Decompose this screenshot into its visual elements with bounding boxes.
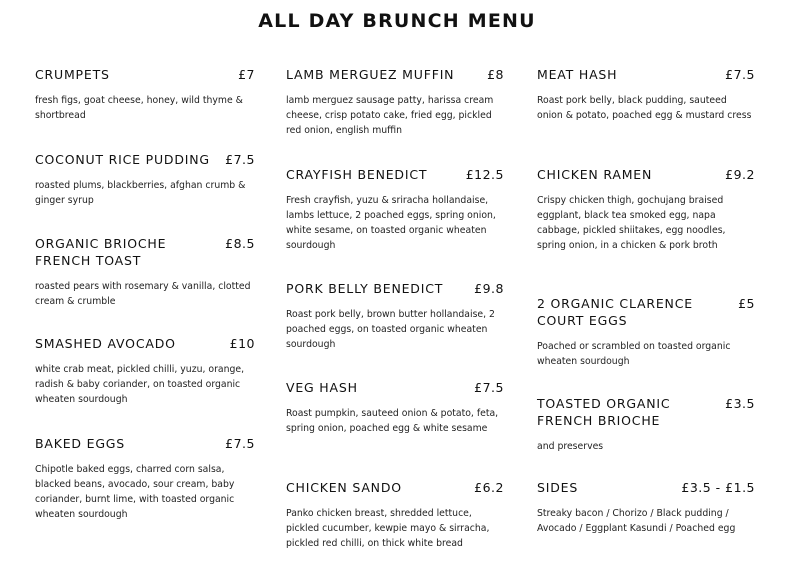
menu-item-lamb-merguez-muffin	[286, 66, 504, 138]
item-price: £6.2	[474, 480, 504, 495]
menu-title: ALL DAY BRUNCH MENU	[258, 10, 536, 32]
item-price: £8.5	[225, 236, 255, 251]
menu-item-organic-clarence-court-eggs	[537, 295, 755, 369]
item-description: fresh figs, goat cheese, honey, wild thyme & shortbread	[35, 95, 243, 121]
item-name: COCONUT RICE PUDDING	[35, 152, 210, 167]
item-description: Streaky bacon / Chorizo / Black pudding / Avocado / Eggplant Kasundi / Poached egg	[537, 508, 736, 534]
item-name: BAKED EGGS	[35, 436, 126, 451]
item-description: roasted plums, blackberries, afghan crumb & ginger syrup	[35, 180, 246, 206]
item-price: £8	[487, 67, 504, 82]
item-name: 2 ORGANIC CLARENCE COURT EGGS	[537, 296, 693, 328]
menu-item-crumpets	[35, 66, 255, 123]
item-price: £5	[738, 296, 755, 311]
item-description: and preserves	[537, 441, 604, 452]
menu-item-organic-brioche-french-toast	[35, 235, 255, 309]
item-price: £12.5	[465, 167, 504, 182]
item-name: SIDES	[537, 480, 579, 495]
item-price: £7.5	[474, 380, 504, 395]
item-description: Roast pork belly, brown butter hollandaise, 2 poached eggs, on toasted organic wheaten sourdough	[286, 309, 495, 350]
item-name: PORK BELLY BENEDICT	[286, 281, 444, 296]
menu-item-chicken-sando	[286, 479, 504, 551]
item-price: £7.5	[725, 67, 755, 82]
item-name: CRAYFISH BENEDICT	[286, 167, 428, 182]
menu-item-coconut-rice-pudding	[35, 151, 255, 208]
item-price: £7	[238, 67, 255, 82]
item-description: Panko chicken breast, shredded lettuce, pickled cucumber, kewpie mayo & sirracha, pickled red chilli, on thick white bread	[286, 508, 490, 549]
item-name: CRUMPETS	[35, 67, 110, 82]
item-description: Poached or scrambled on toasted organic wheaten sourdough	[537, 341, 731, 367]
item-description: white crab meat, pickled chilli, yuzu, orange, radish & baby coriander, on toasted organic wheaten sourdough	[35, 364, 245, 405]
menu-item-meat-hash	[537, 66, 755, 123]
item-description: Fresh crayfish, yuzu & sriracha hollandaise, lambs lettuce, 2 poached eggs, spring onion, white sesame, on toasted organic wheaten sourdough	[286, 195, 496, 251]
item-price: £7.5	[225, 152, 255, 167]
item-description: Chipotle baked eggs, charred corn salsa, blacked beans, avocado, sour cream, baby coriander, burnt lime, with toasted organic wheaten sourdough	[35, 464, 235, 520]
item-price: £7.5	[225, 436, 255, 451]
item-name: MEAT HASH	[537, 67, 618, 82]
menu-item-toasted-organic-french-brioche	[537, 395, 755, 454]
item-name: CHICKEN SANDO	[286, 480, 402, 495]
menu-item-baked-eggs	[35, 435, 255, 522]
item-name: CHICKEN RAMEN	[537, 167, 653, 182]
item-name: TOASTED ORGANIC FRENCH BRIOCHE	[537, 396, 671, 428]
menu-item-veg-hash	[286, 379, 504, 436]
menu-item-pork-belly-benedict	[286, 280, 504, 352]
item-name: ORGANIC BRIOCHE FRENCH TOAST	[35, 236, 167, 268]
item-price: £10	[229, 336, 255, 351]
menu-item-sides	[537, 479, 755, 536]
item-description: lamb merguez sausage patty, harissa cream cheese, crisp potato cake, fried egg, pickled red onion, english muffin	[286, 95, 494, 136]
item-name: VEG HASH	[286, 380, 358, 395]
item-description: Roast pumpkin, sauteed onion & potato, feta, spring onion, poached egg & white sesame	[286, 408, 499, 434]
item-name: LAMB MERGUEZ MUFFIN	[286, 67, 455, 82]
menu-item-smashed-avocado	[35, 335, 255, 407]
item-description: Crispy chicken thigh, gochujang braised eggplant, black tea smoked egg, napa cabbage, pickled shiitakes, egg noodles, spring onion, in a chicken & pork broth	[537, 195, 726, 251]
item-price: £3.5 - £1.5	[681, 480, 755, 495]
item-price: £3.5	[725, 396, 755, 411]
menu-item-chicken-ramen	[537, 166, 755, 253]
item-price: £9.8	[474, 281, 504, 296]
item-name: SMASHED AVOCADO	[35, 336, 176, 351]
menu-item-crayfish-benedict	[286, 166, 504, 253]
item-description: Roast pork belly, black pudding, sauteed onion & potato, poached egg & mustard cress	[537, 95, 752, 121]
item-description: roasted pears with rosemary & vanilla, clotted cream & crumble	[35, 281, 251, 307]
item-price: £9.2	[725, 167, 755, 182]
